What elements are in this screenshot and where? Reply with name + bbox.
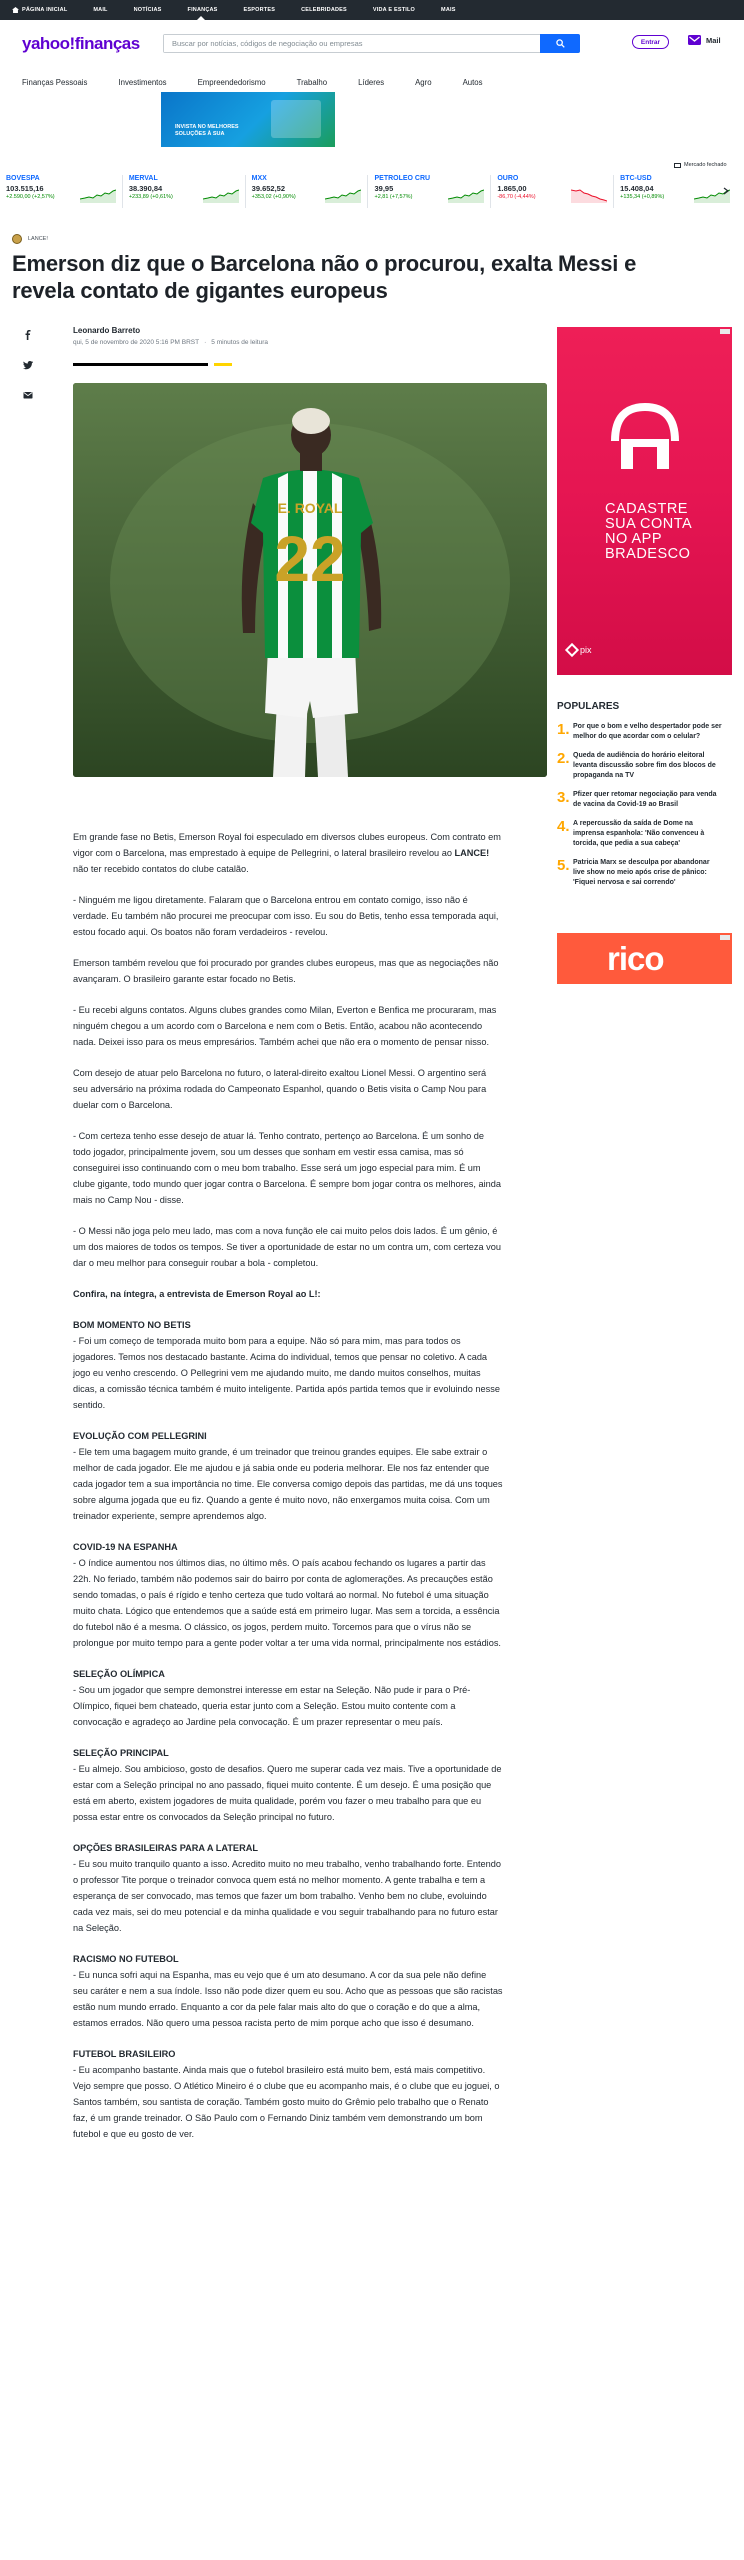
yahoo-financas-logo[interactable]: yahoo!finanças: [22, 34, 140, 53]
popular-link[interactable]: Pfizer quer retomar negociação para venda de vacina da Covid-19 ao Brasil: [573, 791, 717, 808]
twitter-share[interactable]: [22, 359, 34, 371]
subnav-investimentos[interactable]: Investimentos: [118, 77, 167, 87]
search-icon: [556, 39, 565, 48]
mail-link[interactable]: Mail: [688, 35, 721, 45]
bradesco-logo-icon: [607, 397, 683, 473]
search-button[interactable]: [540, 34, 580, 53]
article-paragraph: - Ninguém me ligou diretamente. Falaram que o Barcelona entrou em contato comigo, isso não é verdade. Eu também não procurei me preocupar com isso. Eu sou do Betis, tenho essa temporada aqui, estou focado aqui. Os boatos não foram verdadeiros - revelou.: [73, 895, 499, 937]
ticker-item[interactable]: [490, 175, 613, 208]
home-icon: [12, 7, 19, 13]
topnav-mais[interactable]: MAIS: [441, 7, 456, 13]
popular-item[interactable]: [557, 751, 732, 781]
site-header: [0, 20, 744, 68]
topnav-home[interactable]: PÁGINA INICIAL: [12, 0, 67, 20]
ticker-change: -86,70 (-4,44%): [497, 194, 536, 200]
popular-item[interactable]: [557, 722, 732, 742]
section-paragraph: - Eu sou muito tranquilo quanto a isso. Acredito muito no meu trabalho, venho trabalhando forte. Entendo o professor Tite porque o treinador convoca quem está no melhor momento. A gente trabalha e tem a esperança de ser convocado, mas temos que fazer um bom trabalho. Venho bem no clube, evoluindo cada vez mais, sei do meu potencial e da minha qualidade e vou seguir trabalhando para no futuro estar na Seleção.: [73, 1859, 501, 1933]
popular-heading: POPULARES: [557, 701, 620, 712]
adchoices-icon[interactable]: [720, 329, 730, 334]
section-heading: BOM MOMENTO NO BETIS: [73, 1320, 191, 1330]
sparkline-area: [571, 190, 607, 203]
rico-logo: rico: [607, 940, 664, 977]
hero-photo: [73, 383, 547, 777]
subnav-agro[interactable]: Agro: [415, 77, 432, 87]
article-paragraph: - Com certeza tenho esse desejo de atuar lá. Tenho contrato, pertenço ao Barcelona. É um sonho de todo jogador, principalmente jovem, sou um desses que sonham em vestir essa camisa, mas só conseguirei isso continuando com o meu bom trabalho. Esse será um jogo especial para mim. É um clube gigante, todo mundo quer jogar contra o Barcelona. É sempre bom jogar contra os melhores, ainda mais no Camp Nou - disse.: [73, 1131, 501, 1205]
mail-icon: [688, 35, 701, 45]
popular-item[interactable]: [557, 858, 732, 888]
article-body: [73, 829, 503, 2157]
ticker-value: 103.515,16: [6, 184, 44, 193]
topnav-mail[interactable]: MAIL: [93, 7, 108, 13]
article-paragraph: - Eu recebi alguns contatos. Alguns clubes grandes como Milan, Everton e Benfica me procuraram, mas ninguém chegou a um acordo com o Barcelona e nem com o Betis. Então, acabou não acontecendo nada. Deixei isso para os meus empresários. Também achei que não era o momento de pensar nisso.: [73, 1005, 497, 1047]
sparkline-chart: [448, 185, 484, 203]
section-paragraph: - Eu acompanho bastante. Ainda mais que o futebol brasileiro está muito bem, está mais competitivo. Vejo sempre que posso. O Atlético Mineiro é o clube que eu acompanho mais, é o clube que eu joguei, o Santos também, sou santista de coração. Também gosto muito do Grêmio pelo trabalho que o Renato faz, é um grande treinador. O São Paulo com o Fernando Diniz também vem demonstrando um bom futebol e que eu gosto de ver.: [73, 2065, 500, 2139]
popular-rank: 1.: [557, 721, 570, 738]
section-heading: FUTEBOL BRASILEIRO: [73, 2049, 176, 2059]
ticker-item[interactable]: [122, 175, 245, 208]
subnav-lideres[interactable]: Líderes: [358, 77, 385, 87]
popular-link[interactable]: A repercussão da saída de Dome na imprensa espanhola: 'Não convenceu à torcida, que pedia a sua cabeça': [573, 820, 705, 847]
search-input[interactable]: [164, 35, 540, 52]
sparkline-chart: [203, 185, 239, 203]
ticker-change: +353,02 (+0,90%): [251, 194, 296, 200]
section-heading: COVID-19 NA ESPANHA: [73, 1542, 178, 1552]
signin-button[interactable]: Entrar: [632, 35, 669, 49]
player-illustration: [73, 383, 547, 777]
ad-text: INVISTA NO MELHORES SOLUÇÕES À SUA: [175, 124, 239, 137]
article-paragraph: Com desejo de atuar pelo Barcelona no futuro, o lateral-direito exaltou Lionel Messi. O argentino será seu adversário na próxima rodada do Campeonato Espanhol, quando o Betis visita o Camp Nou para duelar com o Barcelona.: [73, 1068, 487, 1110]
finance-subnav: [0, 68, 744, 96]
section-paragraph: - Sou um jogador que sempre demonstrei interesse em estar na Seleção. Não pude ir para o Pré-Olímpico, fiquei bem chateado, queria estar junto com a Seleção. Estou muito contente com a convocação e agradeço ao Jardine pela convocação. É um prazer representar o meu país.: [73, 1685, 471, 1727]
section-heading: RACISMO NO FUTEBOL: [73, 1954, 179, 1964]
ticker-item[interactable]: [245, 175, 368, 208]
topnav-celebridades[interactable]: CELEBRIDADES: [301, 7, 347, 13]
section-paragraph: - O índice aumentou nos últimos dias, no último mês. O país acabou fechando os lugares a partir das 22h. No feriado, também não podemos sair do bairro por conta de aglomerações. As precauções estão sendo tomadas, o país é rígido e tenho certeza que tudo voltará ao normal. No futebol é uma situação muito chata. Lógico que entendemos que a saúde está em primeiro lugar. Mas sem a torcida, a essência do futebol não é a mesma. O clássico, os jogos, perdem muito. Torcemos para que o vírus não se prolongue por muito tempo para a gente poder voltar a ter uma vida normal, principalmente nos estádios.: [73, 1558, 501, 1648]
topnav-vida-estilo[interactable]: VIDA E ESTILO: [372, 7, 416, 13]
sparkline-chart: [80, 185, 116, 203]
envelope-icon: [23, 390, 33, 400]
popular-list: [557, 722, 732, 897]
ticker-change: +2,81 (+7,57%): [374, 194, 413, 200]
article-source[interactable]: LANCE!: [12, 234, 48, 244]
facebook-icon: [23, 330, 33, 340]
lance-logo-icon: [12, 234, 22, 244]
topnav-esportes[interactable]: ESPORTES: [243, 7, 276, 13]
ticker-value: 15.408,04: [620, 184, 654, 193]
article-paragraph: - O Messi não joga pelo meu lado, mas com a nova função ele cai muito pelos dois lados. É um gênio, é um dos maiores de todos os tempos. Se tiver a oportunidade de estar no um contra um, com certeza vou dar o meu melhor para conseguir roubar a bola - completou.: [73, 1226, 501, 1268]
ticker-item[interactable]: [613, 175, 736, 208]
sparkline-chart: [325, 185, 361, 203]
ad-graphic: [271, 100, 321, 138]
ticker-name: OURO: [497, 175, 519, 182]
jersey-number: 22: [274, 523, 346, 595]
sparkline-area: [325, 190, 361, 203]
ticker-value: 39.652,52: [251, 184, 286, 193]
ticker-value: 39,95: [374, 184, 394, 193]
subnav-trabalho[interactable]: Trabalho: [296, 77, 328, 87]
section-heading: OPÇÕES BRASILEIRAS PARA A LATERAL: [73, 1843, 258, 1853]
pix-icon: [565, 643, 579, 657]
ticker-name: PETROLEO CRU: [374, 175, 431, 182]
article-author[interactable]: Leonardo Barreto: [73, 326, 141, 335]
popular-item[interactable]: [557, 819, 732, 849]
topnav-financas[interactable]: FINANÇAS: [188, 0, 218, 20]
popular-rank: 5.: [557, 857, 570, 874]
sparkline-area: [448, 190, 484, 203]
popular-link[interactable]: Por que o bom e velho despertador pode ser melhor do que acordar com o celular?: [573, 723, 722, 740]
search-bar: [163, 34, 580, 53]
chevron-right-icon[interactable]: [722, 187, 730, 195]
popular-item[interactable]: [557, 790, 732, 810]
section-heading: EVOLUÇÃO COM PELLEGRINI: [73, 1431, 207, 1441]
popular-rank: 3.: [557, 789, 570, 806]
top-nav: [0, 0, 744, 20]
ticker-name: BTC-USD: [620, 175, 652, 182]
ticker-item[interactable]: [367, 175, 490, 208]
subnav-financas-pessoais[interactable]: Finanças Pessoais: [22, 77, 88, 87]
section-heading: SELEÇÃO PRINCIPAL: [73, 1748, 169, 1758]
twitter-icon: [23, 360, 33, 370]
article-headline: Emerson diz que o Barcelona não o procurou, exalta Messi e revela contato de gigantes europeus: [12, 251, 637, 303]
article-paragraph: Emerson também revelou que foi procurado por grandes clubes europeus, mas que as negociações não avançaram. O brasileiro garante estar focado no Betis.: [73, 958, 499, 984]
ticker-strip: [6, 175, 736, 208]
email-share[interactable]: [22, 389, 34, 401]
adchoices-icon[interactable]: [720, 935, 730, 940]
ticker-change: +2.590,00 (+2,57%): [6, 194, 55, 200]
section-paragraph: - Foi um começo de temporada muito bom para a equipe. Não só para mim, mas para todos os jogadores. Temos nos destacado bastante. Acima do individual, temos que pensar no coletivo. A cada jogo eu venho crescendo. O Pellegrini vem me ajudando muito, me dando muitos conselhos, muitas dicas, a comissão técnica também é muito inteligente. Partida após partida temos que ir evoluindo nesse sentido.: [73, 1336, 500, 1410]
ticker-value: 1.865,00: [497, 184, 527, 193]
article-dateline: qui, 5 de novembro de 2020 5:16 PM BRST · 5 minutos de leitura: [73, 339, 269, 346]
ticker-name: BOVESPA: [6, 175, 40, 182]
section-paragraph: - Ele tem uma bagagem muito grande, é um treinador que treinou grandes equipes. Ele sabe extrair o melhor de cada jogador. Ele me ajudou e já sabia onde eu poderia melhorar. Ele nos faz entender que cada jogador tem a sua importância no time. Ele conversa comigo depois das partidas, me dá uns toques sobre alguma jogada que eu fiz. Quando a gente é muito novo, não enxergamos muita coisa. Com um treinador experiente, sempre aprendemos algo.: [73, 1447, 503, 1521]
section-paragraph: - Eu almejo. Sou ambicioso, gosto de desafios. Quero me superar cada vez mais. Tive a oportunidade de estar com a Seleção principal no ano passado, fiquei muito contente. É um desejo. É uma posição que está em aberto, existem jogadores de muita qualidade, porém vou fazer o meu trabalho para que eu possa estar entre os convocados da Seleção principal no futuro.: [73, 1764, 502, 1822]
section-heading: SELEÇÃO OLÍMPICA: [73, 1669, 165, 1679]
ticker-change: +135,34 (+0,89%): [620, 194, 665, 200]
ticker-change: +233,89 (+0,61%): [128, 194, 173, 200]
bradesco-ad[interactable]: [557, 327, 732, 675]
topnav-noticias[interactable]: NOTÍCIAS: [133, 7, 162, 13]
ticker-name: MXX: [251, 175, 267, 182]
ticker-value: 38.390,84: [128, 184, 163, 193]
interview-intro: Confira, na íntegra, a entrevista de Emerson Royal ao L!:: [73, 1289, 321, 1299]
popular-rank: 4.: [557, 818, 570, 835]
top-banner-ad[interactable]: [161, 92, 335, 147]
sparkline-area: [80, 190, 116, 203]
popular-link[interactable]: Patricia Marx se desculpa por abandonar live show no meio após crise de pânico: 'Fiquei nervosa e sai correndo': [573, 859, 710, 886]
popular-link[interactable]: Queda de audiência do horário eleitoral levanta discussão sobre fim dos blocos de propaganda na TV: [573, 752, 716, 779]
rico-ad[interactable]: [557, 933, 732, 984]
subnav-empreendedorismo[interactable]: Empreendedorismo: [197, 77, 266, 87]
ticker-item[interactable]: [6, 175, 122, 208]
read-time: 5 minutos de leitura: [211, 339, 269, 346]
facebook-share[interactable]: [22, 329, 34, 341]
subnav-autos[interactable]: Autos: [462, 77, 483, 87]
popular-rank: 2.: [557, 750, 570, 767]
ad-cta: CADASTRE SUA CONTA NO APP BRADESCO: [605, 501, 692, 562]
market-status: Mercado fechado: [674, 162, 727, 168]
pix-logo: pix: [567, 645, 592, 655]
sparkline-chart: [571, 185, 607, 203]
jersey-name: E. ROYAL: [277, 500, 343, 516]
article-date: qui, 5 de novembro de 2020 5:16 PM BRST: [73, 339, 200, 346]
reading-progress: [73, 363, 232, 366]
ticker-name: MERVAL: [128, 175, 158, 182]
article-paragraph: Em grande fase no Betis, Emerson Royal foi especulado em diversos clubes europeus. Com contrato em vigor com o Barcelona, mas emprestado à equipe de Pellegrini, o lateral brasileiro revelou ao LANCE! não ter recebido contatos do clube catalão.: [73, 832, 501, 874]
sparkline-area: [203, 190, 239, 203]
section-paragraph: - Eu nunca sofri aqui na Espanha, mas eu vejo que é um ato desumano. A cor da sua pele não define seu caráter e nem a sua índole. Isso não pode dizer quem eu sou. Acho que as pessoas que são racistas estão num mundo errado. Enquanto a cor da pele falar mais alto do que o coração e do que a alma, estamos errados. Não quero uma pessoa racista perto de mim porque acho que isso é desumano.: [73, 1970, 503, 2028]
market-closed-icon: [674, 163, 681, 168]
